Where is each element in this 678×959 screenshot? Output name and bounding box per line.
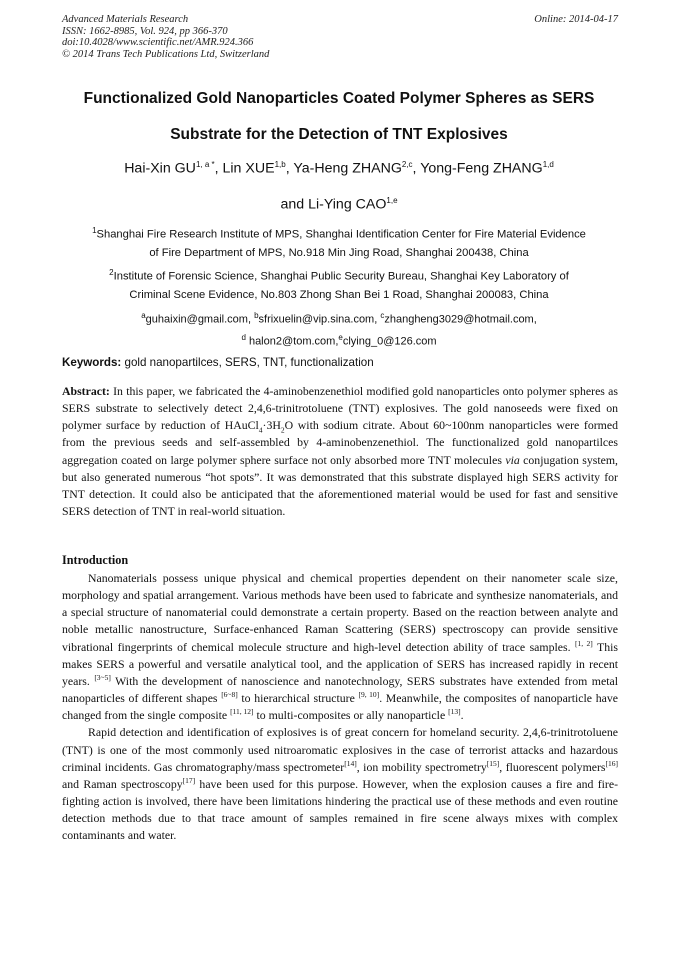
copyright-line: © 2014 Trans Tech Publications Ltd, Switzerland (62, 48, 270, 60)
introduction-paragraph-2 (62, 724, 618, 844)
paragraph-text: , ion mobility spectrometry (356, 759, 487, 774)
citation: [3~5] (94, 673, 111, 683)
citation: [13] (448, 707, 461, 717)
paragraph-text: With the development of nanoscience and nanotechnology, SERS substrates have extended from metal nanoparticles of different shapes (62, 673, 618, 706)
author-affiliation-mark: 1,d (542, 160, 554, 169)
abstract (62, 383, 618, 520)
author-emails (52, 307, 626, 351)
online-date: Online: 2014-04-17 (534, 14, 618, 25)
paragraph-text: Rapid detection and identification of explosives is of great concern for homeland security. 2,4,6-trinitrotoluene (TNT) is one of the most commonly used nitroaromatic explosives in the case of terrorist attacks and hazardous criminal incidents. Gas chromatography/mass spectrometer (62, 725, 618, 774)
email-mark: b (254, 311, 259, 320)
paragraph-text: Nanomaterials possess unique physical and chemical properties dependent on their nanometer scale size, morphology and spatial arrangement. Various methods have been used to fabricate and synthesize nanomaterials, and a special structure of nanomaterial could demonstrate a certain property. Based on the reaction between analyte and noble metallic nanostructure, Surface-enhanced Raman Scattering (SERS) spectroscopy can provide sensitive vibrational fingerprints of chemical molecule structure and high-level detection ability of trace samples. (62, 571, 618, 654)
subscript: 2 (280, 425, 285, 435)
author-separator: , (214, 160, 223, 177)
citation: [16] (605, 758, 619, 768)
email-mark: a (141, 311, 146, 320)
email-mark: e (338, 333, 343, 343)
affiliation-2 (52, 264, 626, 304)
author-list (40, 160, 638, 177)
paragraph-text: to hierarchical structure (237, 691, 359, 706)
issn-line: ISSN: 1662-8985, Vol. 924, pp 366-370 (62, 25, 228, 37)
email-address: halon2@tom.com, (245, 335, 339, 348)
affiliation-mark: 2 (109, 268, 114, 277)
email-mark: d (241, 333, 246, 343)
citation: [11, 12] (230, 707, 254, 717)
affiliation-line: Criminal Scene Evidence, No.803 Zhong Shan Bei 1 Road, Shanghai 200083, China (129, 288, 549, 301)
author-affiliation-mark: 1,e (386, 196, 398, 205)
citation: [6~8] (221, 690, 238, 700)
email-address: sfrixuelin@vip.sina.com, (258, 313, 381, 326)
paragraph-text: . Meanwhile, the composites of nanoparticle have changed from the single composite (62, 691, 618, 723)
author-name: Lin XUE (222, 160, 275, 177)
abstract-text: ·3H (262, 418, 281, 433)
doi-line: doi:10.4028/www.scientific.net/AMR.924.366 (62, 37, 254, 49)
author-separator: , (285, 160, 294, 177)
paragraph-text: have been used for this purpose. However, when the explosion causes a fire and fire-fighting action is involved, there have been limitations hindering the practical use of these methods and even routine detection methods due to that trace amount of samples remained in fire scene always mixes with complex contaminants and water. (62, 776, 619, 843)
author-affiliation-mark: 1, a * (195, 160, 215, 169)
affiliation-line: Institute of Forensic Science, Shanghai Public Security Bureau, Shanghai Key Laboratory of (113, 270, 569, 283)
author-separator: , (412, 160, 421, 177)
email-address: clying_0@126.com (342, 335, 437, 348)
abstract-text: conjugation system, but also generated numerous “hot spots”. It was demonstrated that this substrate displayed high SERS activity for TNT detection. It could also be anticipated that the aforementioned material would be used for fast and sensitive SERS detection of TNT in real-world situation. (62, 452, 618, 519)
affiliation-line: of Fire Department of MPS, No.918 Min Jing Road, Shanghai 200438, China (149, 246, 529, 259)
paper-title-line-1: Functionalized Gold Nanoparticles Coated Polymer Spheres as SERS (83, 90, 595, 107)
affiliation-1 (52, 222, 626, 262)
email-address: zhangheng3029@hotmail.com, (384, 313, 537, 326)
author-affiliation-mark: 2,c (401, 160, 413, 169)
paper-title-line-2: Substrate for the Detection of TNT Explosives (170, 126, 508, 143)
citation: [9, 10] (358, 690, 380, 700)
citation: [1, 2] (575, 638, 593, 648)
author-name: and Li-Ying CAO (280, 196, 387, 213)
keywords-label: Keywords: (62, 356, 122, 369)
abstract-text: In this paper, we fabricated the 4-aminobenzenethiol modified gold nanoparticles onto polymer spheres as SERS substrate to selectively detect 2,4,6-trinitrotoluene (TNT) explosives. The gold nanoseeds were fixed on polymer surface by reduction of HAuCl (62, 384, 618, 433)
paragraph-text: and Raman spectroscopy (62, 776, 183, 791)
citation: [14] (344, 758, 357, 768)
paragraph-text: This makes SERS a powerful and versatile analytical tool, and the application of SERS has increased rapidly in recent years. (62, 639, 619, 688)
paragraph-text: to multi-composites or ally nanoparticle (253, 708, 449, 723)
email-address: guhaixin@gmail.com, (145, 313, 255, 326)
section-heading-introduction: Introduction (62, 553, 129, 567)
author-name: Ya-Heng ZHANG (293, 160, 402, 177)
introduction-paragraph-1 (62, 570, 618, 724)
abstract-italic: via (505, 452, 520, 467)
introduction-body (62, 570, 618, 845)
author-affiliation-mark: 1,b (274, 160, 286, 169)
affiliation-mark: 1 (92, 226, 97, 235)
author-name: Hai-Xin GU (124, 160, 196, 177)
affiliation-line: Shanghai Fire Research Institute of MPS, Shanghai Identification Center for Fire Material Evidence (96, 228, 586, 241)
keywords-text: gold nanopartilces, SERS, TNT, functionalization (121, 356, 374, 369)
journal-header (62, 14, 618, 60)
author-name: Yong-Feng ZHANG (420, 160, 543, 177)
email-mark: c (380, 311, 385, 320)
citation: [15] (486, 758, 500, 768)
keywords (62, 356, 618, 369)
paragraph-text: , fluorescent polymers (499, 759, 606, 774)
abstract-label: Abstract: (62, 384, 110, 398)
paragraph-text: . (460, 708, 464, 723)
author-list-line-2 (40, 196, 638, 213)
citation: [17] (182, 775, 196, 785)
abstract-text: O with sodium citrate. About 60~100nm nanoparticles were formed from the previous seeds and self-assembled by 4-aminobenzenethiol. The functionalized gold nanopartilces aggregation coated on large polymer sphere surface not only absorbed more TNT molecules (62, 418, 618, 467)
journal-name: Advanced Materials Research (62, 14, 189, 25)
subscript: 4 (258, 425, 263, 435)
